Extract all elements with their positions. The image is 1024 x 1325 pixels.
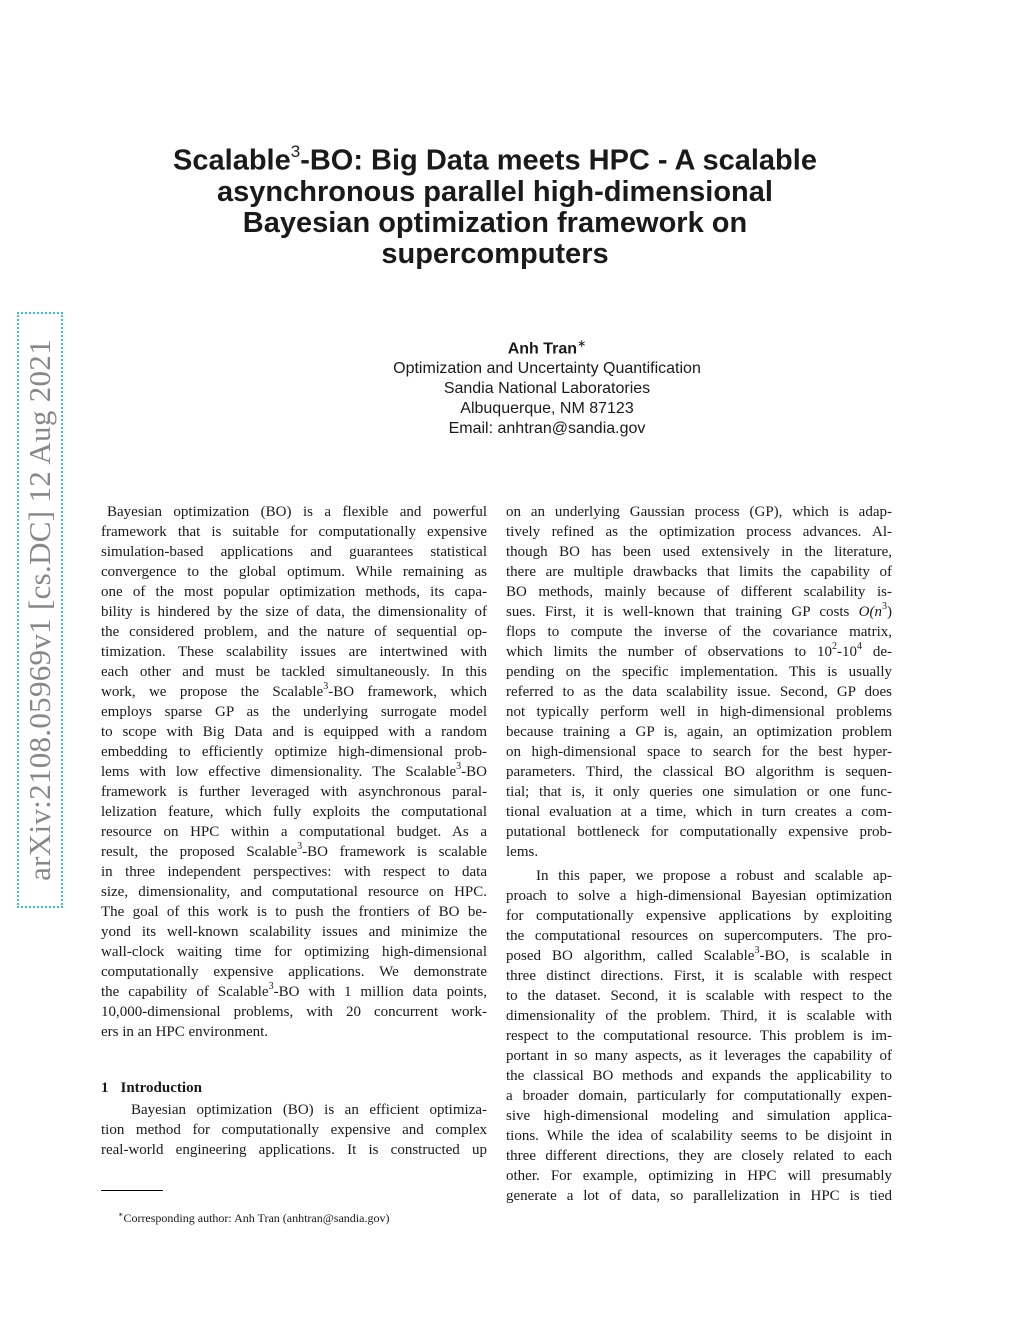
abstract-line: framework that is suitable for computationally expensive (101, 524, 487, 540)
intro-line: three distinct directions. First, it is scalable with respect (506, 968, 892, 984)
abstract-line: Bayesian optimization (BO) is a flexible and powerful (107, 504, 487, 520)
abstract-line: 10,000-dimensional problems, with 20 concurrent work- (101, 1004, 487, 1020)
intro-line: dimensionality of the problem. Third, it is scalable with (506, 1008, 892, 1024)
abstract-line: framework is further leveraged with asynchronous paral- (101, 784, 487, 800)
abstract-line: resource on HPC within a computational budget. As a (101, 824, 487, 840)
title-line-3: Bayesian optimization framework on (242, 206, 748, 239)
abstract-line: wall-clock waiting time for optimizing high-dimensional (101, 944, 487, 960)
abstract-line: in three independent perspectives: with respect to data (101, 864, 487, 880)
intro-line: because training a GP is, again, an optimization problem (506, 724, 892, 740)
section-heading-introduction (101, 1080, 202, 1097)
intro-line: on high-dimensional space to search for the best hyper- (506, 744, 892, 760)
abstract-line: to scope with Big Data and is equipped with a random (101, 724, 487, 740)
intro-line: to the dataset. Second, it is scalable with respect to the (506, 988, 892, 1004)
intro-line: posed BO algorithm, called Scalable$^3$-BO, is scalable in (506, 945, 892, 964)
intro-line: proach to solve a high-dimensional Bayesian optimization (506, 888, 892, 904)
intro-line: portant in so many aspects, as it leverages the capability of (506, 1048, 892, 1064)
intro-line: for computationally expensive applications by exploiting (506, 908, 892, 924)
author-affiliation-2: Sandia National Laboratories (443, 380, 651, 398)
intro-line: tial; that is, it only queries one simulation or one func- (506, 784, 892, 800)
abstract-line: one of the most popular optimization methods, its capa- (101, 584, 487, 600)
author-name: Anh Tran∗ (507, 338, 587, 358)
introduction-body-right (506, 502, 892, 862)
abstract-line: convergence to the global optimum. While remaining as (101, 564, 487, 580)
section-number: 1 (101, 1080, 109, 1096)
abstract-line: each other and must be tackled simultaneously. In this (101, 664, 487, 680)
intro-line: In this paper, we propose a robust and scalable ap- (536, 868, 892, 884)
title-line-1: Scalable$^3$-BO: Big Data meets HPC - A scalable (173, 142, 817, 177)
abstract-line: embedding to efficiently optimize high-dimensional prob- (101, 744, 487, 760)
abstract-line: lems with low effective dimensionality. The Scalable$^3$-BO (101, 761, 487, 780)
introduction-body-left (101, 1100, 487, 1160)
abstract-line: timization. These scalability issues are intertwined with (101, 644, 487, 660)
intro-line: sues. First, it is well-known that training GP costs $O(n^3)$ (506, 601, 892, 620)
intro-line: not typically perform well in high-dimensional problems (506, 704, 892, 720)
intro-line: generate a lot of data, so parallelization in HPC is tied (506, 1188, 892, 1204)
intro-line: referred to as the data scalability issue. Second, GP does (506, 684, 892, 700)
intro-line: Bayesian optimization (BO) is an efficient optimiza- (131, 1102, 487, 1118)
abstract-line: the considered problem, and the nature of sequential op- (101, 624, 487, 640)
intro-line: tions. While the idea of scalability seems to be disjoint in (506, 1128, 892, 1144)
abstract-line: computationally expensive applications. We demonstrate (101, 964, 487, 980)
intro-line: BO methods, mainly because of different scalability is- (506, 584, 892, 600)
abstract-line: yond its well-known scalability issues and minimize the (101, 924, 487, 940)
arxiv-stamp-text: arXiv:2108.05969v1 [cs.DC] 12 Aug 2021 (22, 339, 57, 881)
intro-line: other. For example, optimizing in HPC will presumably (506, 1168, 892, 1184)
footnote-rule (101, 1190, 163, 1191)
abstract-line: bility is hindered by the size of data, the dimensionality of (101, 604, 487, 620)
abstract-line: lelization feature, which fully exploits the computational (101, 804, 487, 820)
author-block (350, 334, 744, 439)
abstract-line: The goal of this work is to push the frontiers of BO be- (101, 904, 487, 920)
intro-line: tively refined as the optimization process advances. Al- (506, 524, 892, 540)
intro-line: the computational resources on supercomputers. The pro- (506, 928, 892, 944)
intro-line: real-world engineering applications. It is constructed up (101, 1142, 487, 1158)
intro-line: tional evaluation at a time, which in turn creates a com- (506, 804, 892, 820)
intro-line: respect to the computational resource. This problem is im- (506, 1028, 892, 1044)
abstract-line: employs sparse GP as the underlying surrogate model (101, 704, 487, 720)
abstract-line: ers in an HPC environment. (101, 1024, 269, 1040)
abstract-line: the capability of Scalable$^3$-BO with 1 million data points, (101, 981, 487, 1000)
arxiv-stamp (17, 312, 63, 908)
abstract-line: work, we propose the Scalable$^3$-BO framework, which (101, 681, 487, 700)
author-email: Email: anhtran@sandia.gov (448, 420, 646, 438)
intro-line: flops to compute the inverse of the covariance matrix, (506, 624, 892, 640)
abstract-line: size, dimensionality, and computational resource on HPC. (101, 884, 487, 900)
abstract-line: simulation-based applications and guarantees statistical (101, 544, 487, 560)
abstract (101, 502, 487, 1042)
abstract-line: result, the proposed Scalable$^3$-BO framework is scalable (101, 841, 487, 860)
author-affiliation-1: Optimization and Uncertainty Quantification (393, 360, 701, 378)
intro-line: three different directions, they are closely related to each (506, 1148, 892, 1164)
intro-line: on an underlying Gaussian process (GP), which is adap- (506, 504, 892, 520)
intro-line: there are multiple drawbacks that limits the capability of (506, 564, 892, 580)
intro-line: which limits the number of observations to $10^2-10^4$ de- (506, 641, 892, 660)
intro-line: a broader domain, particularly for computationally expen- (506, 1088, 892, 1104)
title-line-4: supercomputers (381, 237, 609, 270)
intro-line: sive high-dimensional modeling and simulation applica- (506, 1108, 892, 1124)
paper-title (150, 138, 840, 270)
title-line-2: asynchronous parallel high-dimensional (217, 175, 773, 208)
footnote: ∗Corresponding author: Anh Tran (anhtran@sandia.gov) (118, 1210, 390, 1225)
intro-line: the classical BO methods and expands the applicability to (506, 1068, 892, 1084)
introduction-paragraph-2 (506, 866, 892, 1206)
intro-line: though BO has been used extensively in the literature, (506, 544, 892, 560)
intro-line: tion method for computationally expensive and complex (101, 1122, 487, 1138)
intro-line: lems. (506, 844, 539, 860)
author-address: Albuquerque, NM 87123 (460, 400, 634, 418)
intro-line: pending on the specific implementation. This is usually (506, 664, 892, 680)
intro-line: parameters. Third, the classical BO algorithm is sequen- (506, 764, 892, 780)
section-title: Introduction (120, 1080, 202, 1096)
intro-line: putational bottleneck for computationally expensive prob- (506, 824, 892, 840)
